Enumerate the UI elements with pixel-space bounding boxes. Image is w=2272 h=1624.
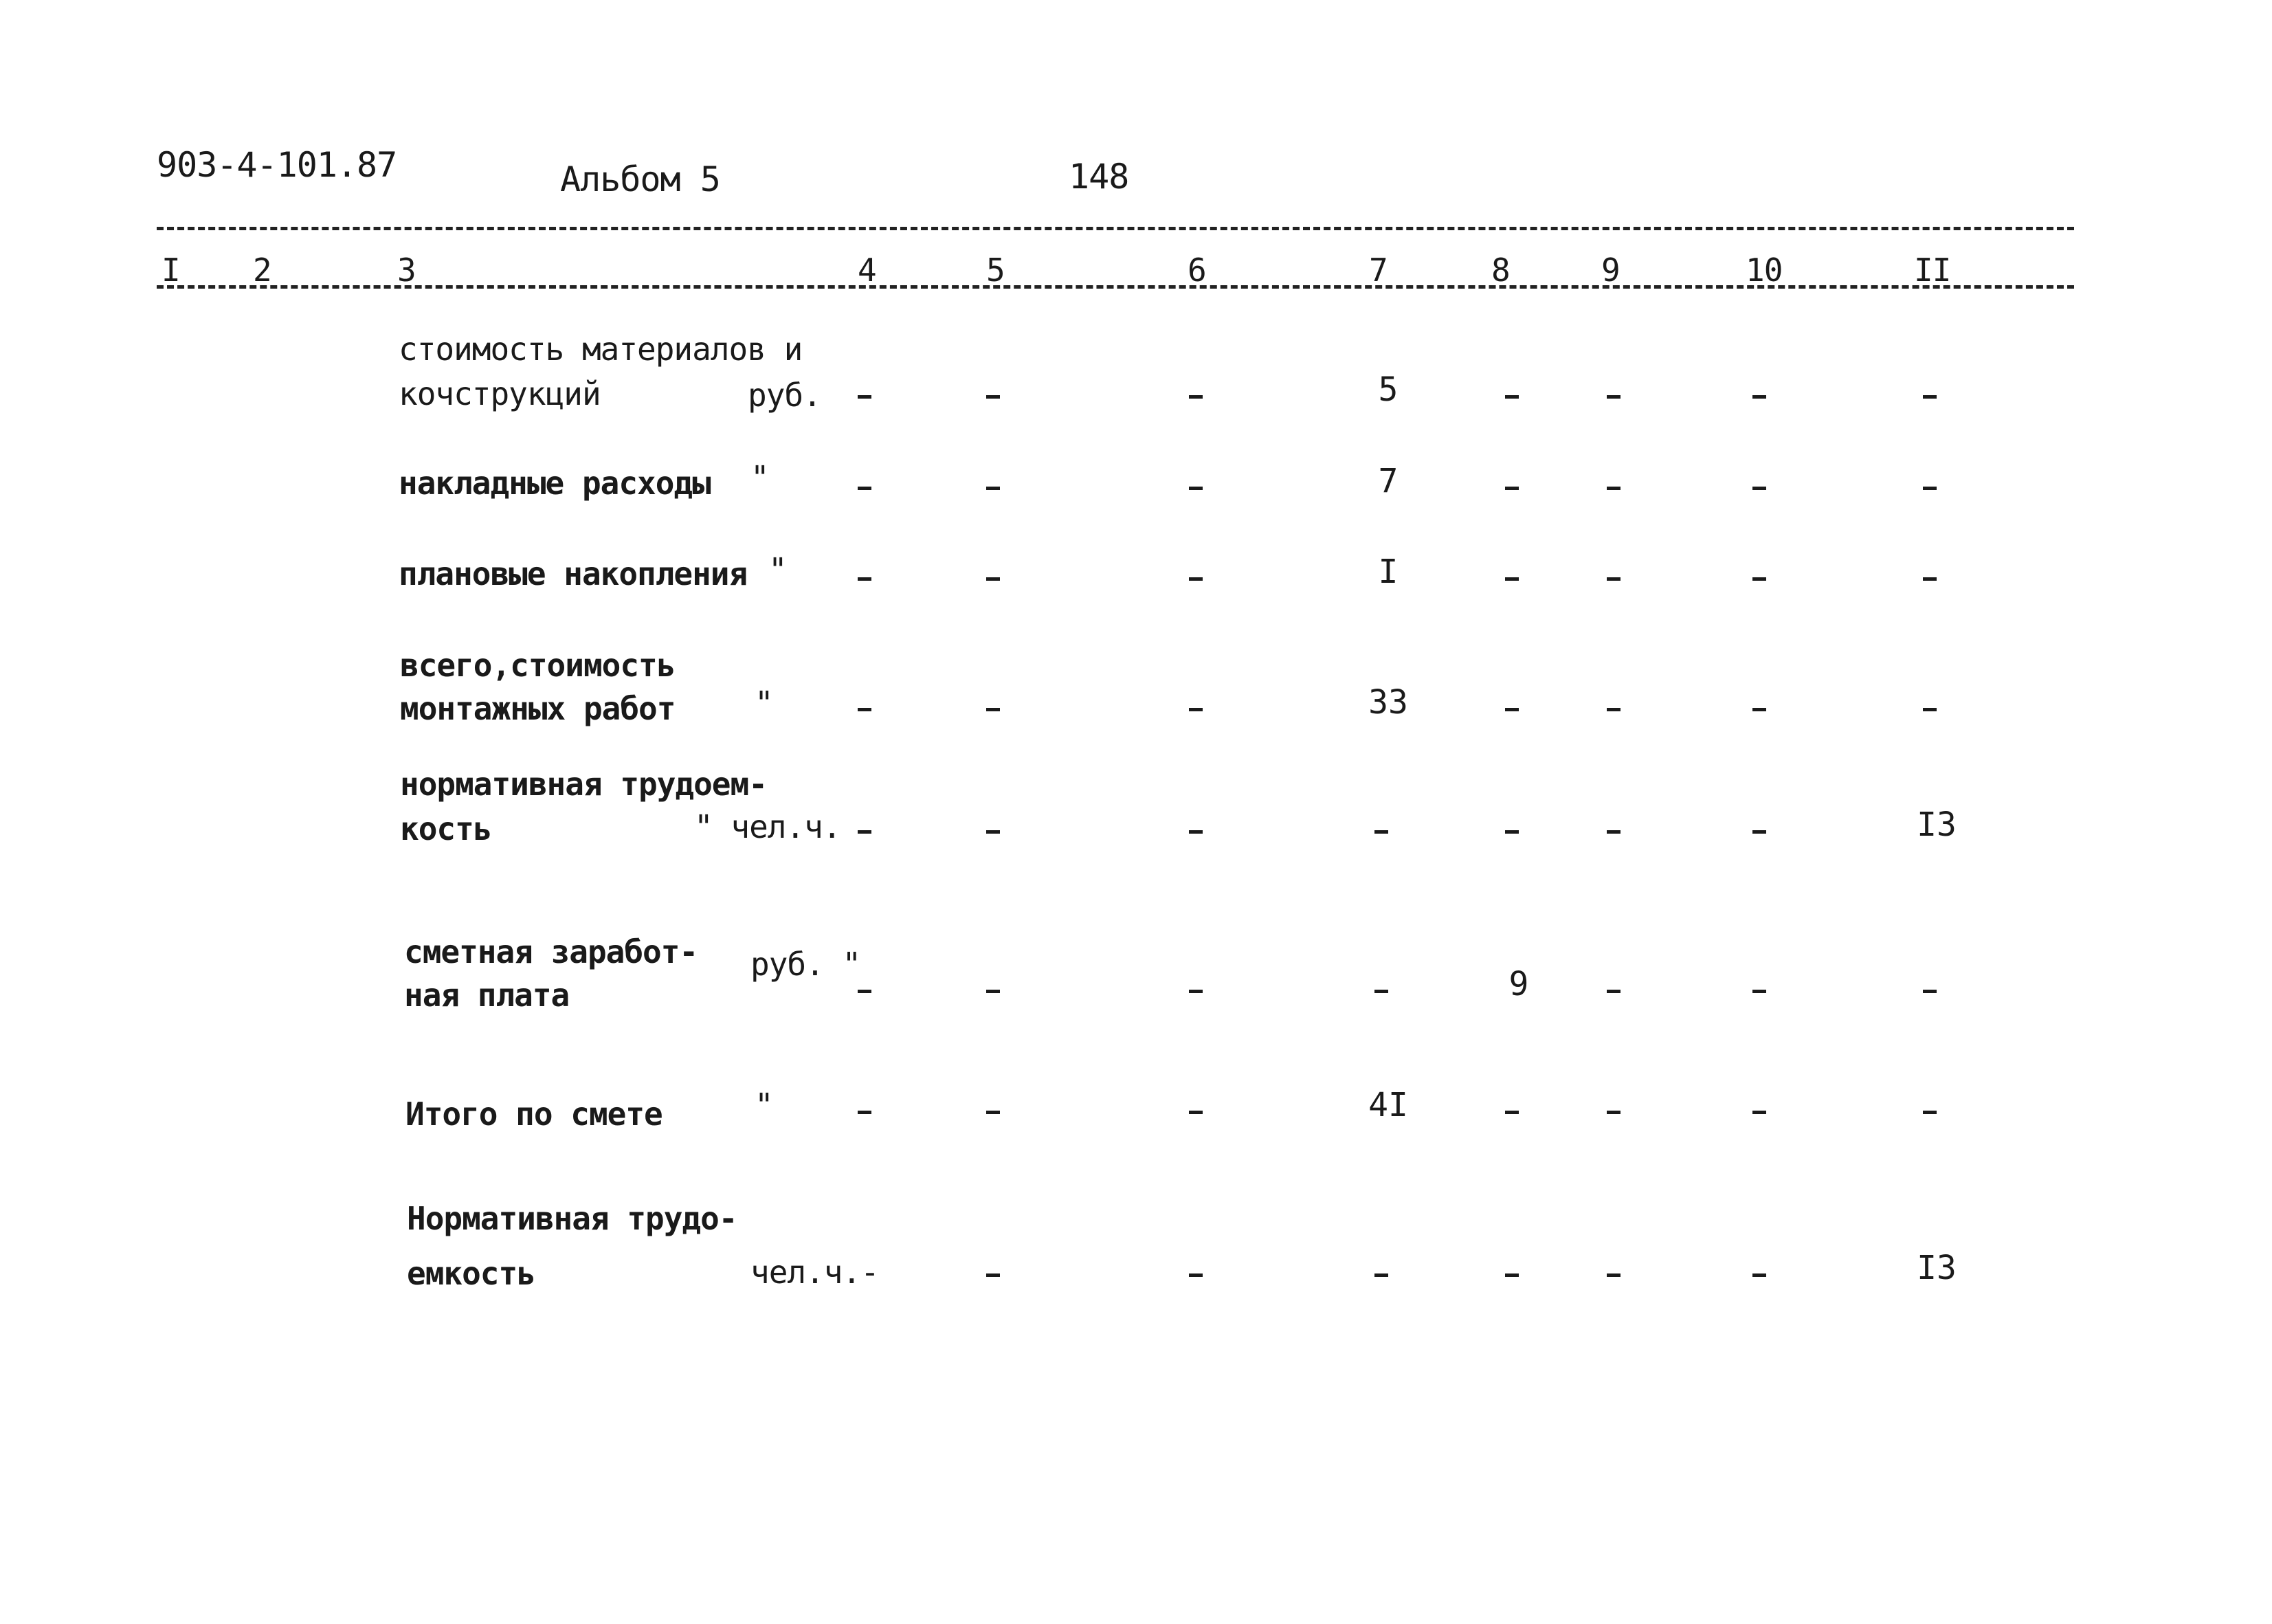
table-cell-dash: [986, 1273, 1000, 1277]
table-cell-dash: [1505, 577, 1519, 581]
column-number: 5: [986, 252, 1005, 289]
table-cell-dash: [1607, 830, 1621, 834]
table-cell-dash: [1923, 990, 1937, 993]
row-unit: ": [768, 551, 787, 588]
table-cell-value: I3: [1917, 805, 1957, 844]
document-code: 903-4-101.87: [157, 145, 397, 185]
table-cell-dash: [858, 708, 871, 711]
row-unit: руб.: [748, 377, 821, 414]
row-label-line: кость: [400, 810, 492, 847]
table-cell-dash: [1752, 395, 1766, 399]
table-cell-dash: [1752, 830, 1766, 834]
table-cell-value: 4I: [1368, 1086, 1408, 1124]
table-cell-dash: [858, 487, 871, 490]
table-cell-dash: [986, 487, 1000, 490]
row-label-line: стоимость материалов и: [399, 331, 803, 368]
table-cell-dash: [1505, 395, 1519, 399]
row-unit: " чел.ч.: [694, 808, 841, 845]
table-cell-value: 9: [1508, 965, 1529, 1003]
table-cell-value: I: [1378, 553, 1399, 591]
column-header-dashed-rule: [157, 285, 2074, 289]
row-label-line: кочструкций: [399, 375, 601, 412]
table-cell-dash: [858, 395, 871, 399]
table-cell-dash: [1607, 1111, 1621, 1114]
row-label-line: ная плата: [404, 977, 570, 1014]
column-number: 3: [397, 252, 416, 289]
table-cell-dash: [858, 1111, 871, 1114]
row-label-line: Нормативная трудо-: [407, 1200, 737, 1237]
row-unit: ": [755, 685, 773, 722]
table-cell-dash: [1374, 990, 1388, 993]
table-cell-dash: [1607, 708, 1621, 711]
table-cell-dash: [1505, 487, 1519, 490]
table-cell-dash: [1923, 708, 1937, 711]
table-cell-dash: [1752, 708, 1766, 711]
album-label: Альбом 5: [560, 159, 720, 199]
column-number: 6: [1188, 252, 1206, 289]
table-cell-dash: [1505, 1273, 1519, 1277]
table-cell-value: I3: [1917, 1249, 1957, 1287]
row-unit: ": [750, 459, 769, 496]
table-cell-dash: [986, 990, 1000, 993]
table-cell-value: 7: [1378, 462, 1399, 500]
table-cell-dash: [1505, 830, 1519, 834]
table-cell-dash: [1752, 577, 1766, 581]
table-cell-dash: [1189, 708, 1203, 711]
row-label-line: накладные расходы: [399, 465, 711, 502]
table-cell-dash: [1607, 487, 1621, 490]
row-unit: чел.ч.-: [750, 1254, 879, 1291]
table-cell-dash: [1607, 577, 1621, 581]
table-cell-value: 5: [1378, 370, 1399, 409]
table-cell-dash: [858, 990, 871, 993]
row-label-line: сметная заработ-: [404, 933, 698, 970]
column-number: 8: [1491, 252, 1510, 289]
table-cell-dash: [1923, 1111, 1937, 1114]
row-label-line: Итого по смете: [405, 1095, 662, 1133]
table-cell-dash: [1189, 830, 1203, 834]
row-label-line: емкость: [407, 1255, 535, 1292]
table-cell-dash: [1189, 577, 1203, 581]
table-cell-dash: [858, 830, 871, 834]
table-cell-dash: [1923, 577, 1937, 581]
table-cell-dash: [1189, 1111, 1203, 1114]
table-cell-dash: [1752, 990, 1766, 993]
column-number: 10: [1746, 252, 1783, 289]
page-number: 148: [1069, 157, 1129, 197]
table-cell-value: 33: [1368, 683, 1408, 722]
column-number: 2: [253, 252, 271, 289]
table-cell-dash: [1189, 990, 1203, 993]
table-cell-dash: [1607, 395, 1621, 399]
table-cell-dash: [1752, 487, 1766, 490]
table-cell-dash: [1752, 1273, 1766, 1277]
table-cell-dash: [986, 708, 1000, 711]
table-cell-dash: [1505, 1111, 1519, 1114]
row-unit: руб. ": [750, 946, 861, 983]
table-cell-dash: [1189, 487, 1203, 490]
table-cell-dash: [986, 1111, 1000, 1114]
column-number: II: [1914, 252, 1951, 289]
column-number: 4: [858, 252, 876, 289]
column-number: 7: [1369, 252, 1388, 289]
table-cell-dash: [986, 830, 1000, 834]
row-label-line: всего,стоимость: [400, 647, 676, 684]
top-dashed-rule: [157, 227, 2074, 230]
table-cell-dash: [1374, 830, 1388, 834]
table-cell-dash: [1505, 708, 1519, 711]
table-cell-dash: [1923, 395, 1937, 399]
table-cell-dash: [1607, 1273, 1621, 1277]
row-unit: ": [755, 1087, 773, 1124]
table-cell-dash: [858, 577, 871, 581]
table-cell-dash: [1607, 990, 1621, 993]
table-cell-dash: [1374, 1273, 1388, 1277]
row-label-line: нормативная трудоем-: [400, 766, 767, 803]
row-label-line: плановые накопления: [399, 555, 748, 592]
table-cell-dash: [1923, 487, 1937, 490]
column-number: I: [162, 252, 180, 289]
table-cell-dash: [986, 395, 1000, 399]
row-label-line: монтажных работ: [400, 690, 676, 727]
table-cell-dash: [1189, 395, 1203, 399]
table-cell-dash: [986, 577, 1000, 581]
table-cell-dash: [1189, 1273, 1203, 1277]
column-number: 9: [1601, 252, 1620, 289]
table-cell-dash: [1752, 1111, 1766, 1114]
